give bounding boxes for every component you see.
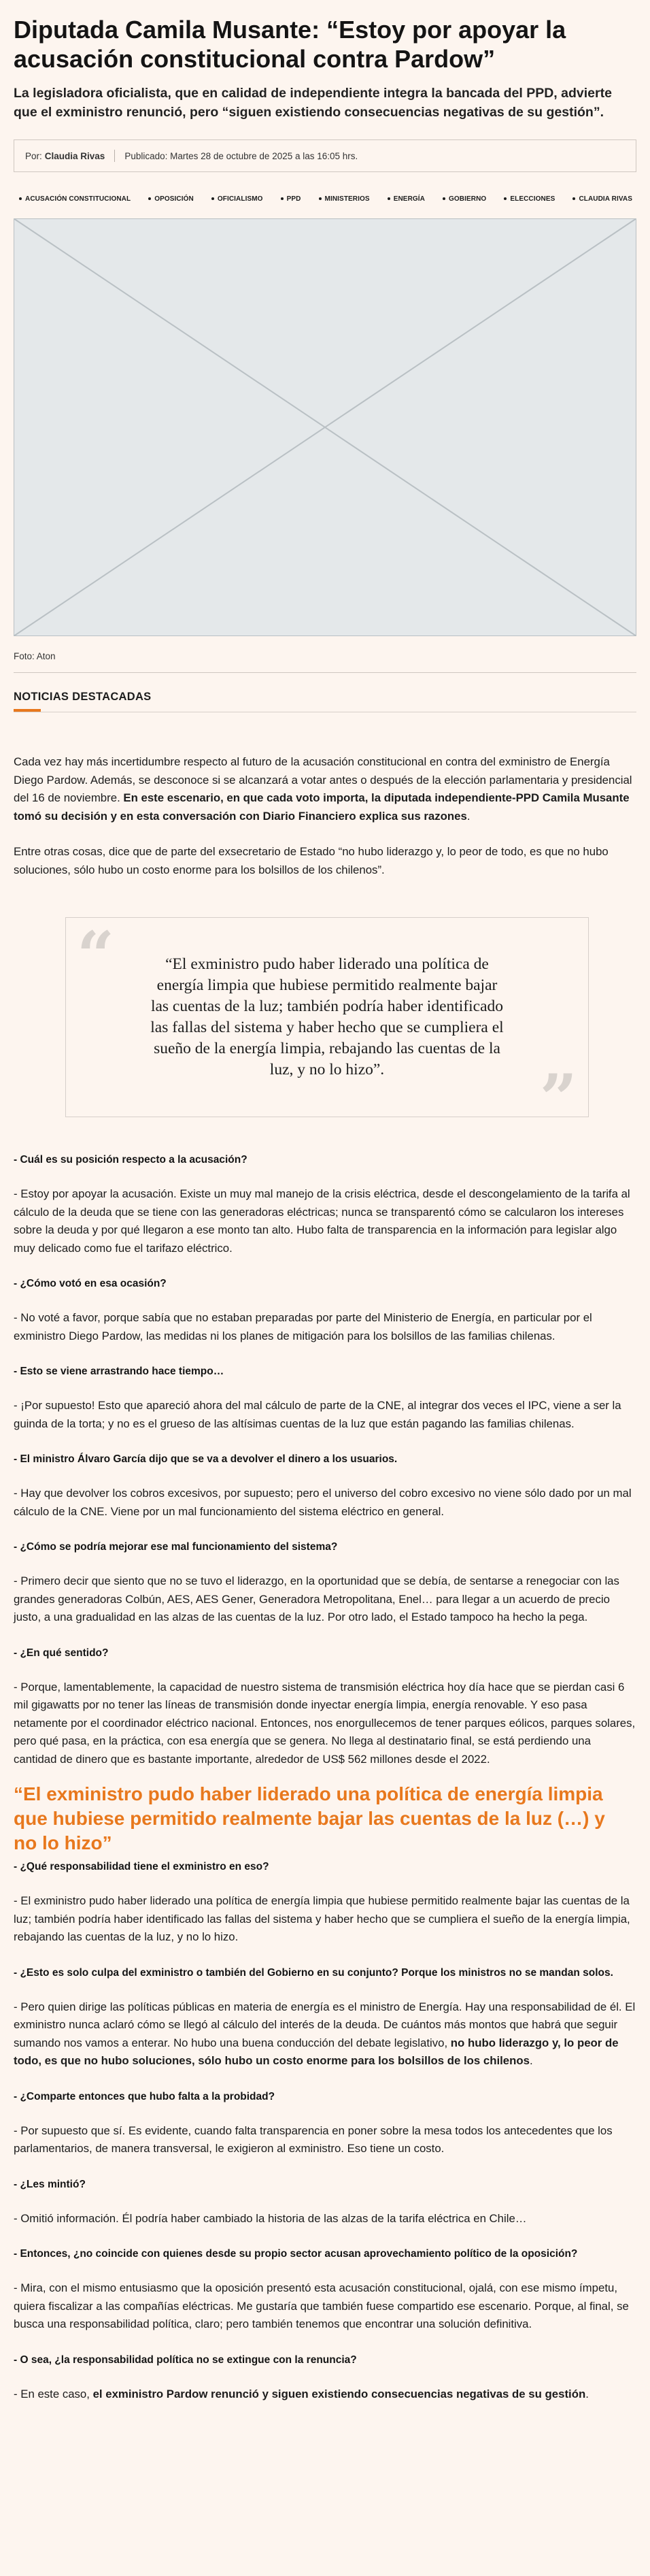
interview-question: - ¿Cómo votó en esa ocasión?	[14, 1278, 167, 1289]
quote-text: “El exministro pudo haber liderado una política de energía limpia que hubiese permitido realmente bajar las cuentas de la luz; también podría haber identificado las fallas del sistema y haber hecho que se cumpliera el sueño de la energía limpia, rebajando las cuentas de la luz, y no lo hizo”.	[150, 955, 504, 1078]
interview-answer: - El exministro pudo haber liderado una política de energía limpia que hubiese permitido realmente bajar las cuentas de la luz; también podría haber identificado las fallas del sistema y haber hecho que se cumpliera el sueño de la energía limpia, rebajando las cuentas de la luz, y no lo hizo.	[14, 1894, 630, 1943]
tag-label: CLAUDIA RIVAS	[579, 195, 632, 203]
interview-question: - ¿Qué responsabilidad tiene el exministro en eso?	[14, 1861, 269, 1872]
byline	[14, 139, 636, 172]
interview-answer: - Porque, lamentablemente, la capacidad de nuestro sistema de transmisión eléctrica hoy día hace que se pierdan casi 6 mil gigawatts por no tener las líneas de transmisión donde inyectar energía limpia, energía renovable. Y eso pasa netamente por el coordinador eléctrico nacional. Entonces, nos enorgullecemos de tener parques eólicos, parques solares, pero qué pasa, en la práctica, con esa energía que se genera. No llega al destinatario final, se está perdiendo una cantidad de dinero que es bastante importante, alrededor de US$ 562 millones desde el 2022.	[14, 1680, 636, 1766]
tag-label: ACUSACIÓN CONSTITUCIONAL	[25, 195, 131, 203]
divider	[14, 672, 636, 673]
bullet-icon	[504, 197, 507, 200]
interview-answer: - ¡Por supuesto! Esto que apareció ahora del mal cálculo de parte de la CNE, al integrar dos veces el IPC, viene a ser la guinda de la torta; y no es el grueso de las altísimas cuentas de la luz que están pagando las familias chilenas.	[14, 1399, 621, 1430]
tag-list	[14, 190, 636, 208]
tag-link[interactable]	[443, 195, 486, 203]
author-link[interactable]: Claudia Rivas	[44, 150, 105, 161]
interview-question: - Esto se viene arrastrando hace tiempo…	[14, 1366, 224, 1377]
interview-question: - ¿Cómo se podría mejorar ese mal funcionamiento del sistema?	[14, 1541, 338, 1553]
tag-label: OPOSICIÓN	[154, 195, 194, 203]
intro-paragraph: Entre otras cosas, dice que de parte del exsecretario de Estado “no hubo liderazgo y, lo peor de todo, es que no hubo soluciones, sólo hubo un costo enorme para los bolsillos de los chilenos”.	[14, 845, 609, 876]
interview-question: - ¿Esto es solo culpa del exministro o también del Gobierno en su conjunto? Porque los ministros no se mandan solos.	[14, 1966, 613, 1979]
bullet-icon	[211, 197, 214, 200]
tag-link[interactable]	[388, 195, 425, 203]
answer-end: .	[585, 2387, 589, 2400]
tag-link[interactable]	[319, 195, 370, 203]
tag-link[interactable]	[281, 195, 301, 203]
tag-label: GOBIERNO	[449, 195, 487, 203]
featured-news-heading[interactable]: NOTICIAS DESTACADAS	[14, 691, 152, 703]
tag-label: MINISTERIOS	[324, 195, 370, 203]
tag-link[interactable]	[148, 195, 194, 203]
interview-answer: - Por supuesto que sí. Es evidente, cuando falta transparencia en poner sobre la mesa todos los antecedentes que los parlamentarios, de manera transversal, le exigieron al exministro. Eso tiene un costo.	[14, 2124, 613, 2155]
article-title: Diputada Camila Musante: “Estoy por apoyar la acusación constitucional contra Pardow”	[14, 16, 566, 73]
publish-date: Publicado: Martes 28 de octubre de 2025 a las 16:05 hrs.	[124, 150, 358, 161]
interview-answer: - Primero decir que siento que no se tuvo el liderazgo, en la oportunidad que se debía, de sentarse a renegociar con las grandes generadoras Colbún, AES, AES Gener, Generadora Metropolitana, Enel… para llegar a un acuerdo de precio justo, a una gradualidad en las alzas de las cuentas de la luz. Por otro lado, el Estado tampoco ha hecho la pega.	[14, 1574, 619, 1623]
interview-question: - Entonces, ¿no coincide con quienes desde su propio sector acusan aprovechamiento político de la oposición?	[14, 2248, 578, 2260]
quote-box	[65, 917, 589, 1137]
interview-answer: - Mira, con el mismo entusiasmo que la oposición presentó esta acusación constitucional, ojalá, con ese mismo ímpetu, quiera fiscalizar a las compañías eléctricas. Me gustaría que también fuese compartido ese escenario. Porque, al final, se busca una responsabilidad política, claro; pero también tenemos que encontrar una solución definitiva.	[14, 2281, 629, 2330]
answer-highlight: el exministro Pardow renunció y siguen existiendo consecuencias negativas de su gestión	[92, 2387, 586, 2400]
bullet-icon	[319, 197, 322, 200]
photo-placeholder	[14, 218, 636, 636]
tag-link[interactable]	[504, 195, 555, 203]
open-quote-icon: “	[77, 917, 115, 994]
answer-highlight: no hubo liderazgo y, lo peor de todo, es que no hubo soluciones, sólo hubo un costo enorme para los bolsillos de los chilenos	[14, 2036, 619, 2067]
bullet-icon	[148, 197, 151, 200]
tag-link[interactable]	[572, 195, 632, 203]
bullet-icon	[281, 197, 284, 200]
tag-label: OFICIALISMO	[217, 195, 263, 203]
tag-label: PPD	[286, 195, 301, 203]
interview-answer	[14, 1998, 636, 2070]
interview-answer: - Estoy por apoyar la acusación. Existe un muy mal manejo de la crisis eléctrica, desde el descongelamiento de la tarifa al cálculo de la deuda que se tiene con las generadoras eléctricas; nunca se transparentó cómo se calcularon los intereses sobre la deuda y por qué llegaron a ese monto tan alto. Hubo falta de transparencia en la información para legislar algo muy delicado como fue el tarifazo eléctrico.	[14, 1187, 630, 1255]
intro-end: .	[466, 809, 471, 823]
answer-text: - En este caso,	[14, 2387, 93, 2400]
answer-text: - Pero quien dirige las políticas públicas en materia de energía es el ministro de Energía. Hay una responsabilidad de él. El exministro nunca aclaró cómo se llegó al cálculo del interés de la deuda. De cuántos más montos que habrá que seguir sumando nos vamos a enterar. No hubo una buena conducción del debate legislativo,	[14, 2000, 636, 2049]
interview-section	[14, 1151, 636, 1768]
intro-text: Cada vez hay más incertidumbre respecto al futuro de la acusación constitucional en contra del exministro de Energía Diego Pardow. Además, se desconoce si se alcanzará a votar antes o después de la elección parlamentaria y presidencial del 16 de noviembre.	[14, 755, 632, 804]
interview-answer: - Hay que devolver los cobros excesivos, por supuesto; pero el universo del cobro excesivo no viene sólo dado por un mal cálculo de la CNE. Viene por un mal funcionamiento del sistema eléctrico en general.	[14, 1487, 632, 1518]
bullet-icon	[572, 197, 575, 200]
tag-label: ENERGÍA	[393, 195, 425, 203]
interview-question: - ¿En qué sentido?	[14, 1647, 109, 1659]
answer-end: .	[529, 2054, 533, 2067]
interview-question: - El ministro Álvaro García dijo que se va a devolver el dinero a los usuarios.	[14, 1453, 398, 1465]
author-prefix: Por:	[25, 150, 42, 161]
close-quote-icon: ”	[539, 1060, 577, 1137]
bullet-icon	[388, 197, 390, 200]
interview-question: - ¿Comparte entonces que hubo falta a la probidad?	[14, 2090, 275, 2102]
article-subtitle: La legisladora oficialista, que en calidad de independiente integra la bancada del PPD, advierte que el exministro renunció, pero “siguen existiendo consecuencias negativas de su gestión”.	[14, 86, 612, 120]
bullet-icon	[443, 197, 445, 200]
tag-link[interactable]	[211, 195, 263, 203]
tag-label: ELECCIONES	[510, 195, 555, 203]
article-photo	[14, 218, 636, 636]
interview-answer: - Omitió información. Él podría haber cambiado la historia de las alzas de la tarifa eléctrica en Chile…	[14, 2211, 527, 2225]
intro-paragraph	[14, 753, 636, 825]
pull-quote: “El exministro pudo haber liderado una política de energía limpia que hubiese permitido realmente bajar las cuentas de la luz (…) y no lo hizo”	[14, 1783, 605, 1853]
interview-question: - Cuál es su posición respecto a la acusación?	[14, 1154, 247, 1166]
tag-link[interactable]	[19, 195, 131, 203]
photo-caption: Foto: Aton	[14, 651, 56, 661]
byline-divider	[114, 150, 115, 162]
intro-highlight: En este escenario, en que cada voto importa, la diputada independiente-PPD Camila Musante tomó su decisión y en esta conversación con Diario Financiero explica sus razones	[14, 791, 630, 823]
interview-section	[14, 1858, 636, 2403]
bullet-icon	[19, 197, 22, 200]
interview-answer: - No voté a favor, porque sabía que no estaban preparadas por parte del Ministerio de Energía, en particular por el exministro Diego Pardow, las medidas ni los planes de mitigación para los bolsillos de las familias chilenas.	[14, 1311, 592, 1342]
interview-question: - O sea, ¿la responsabilidad política no se extingue con la renuncia?	[14, 2354, 357, 2366]
interview-question: - ¿Les mintió?	[14, 2178, 86, 2190]
interview-answer	[14, 2385, 636, 2404]
